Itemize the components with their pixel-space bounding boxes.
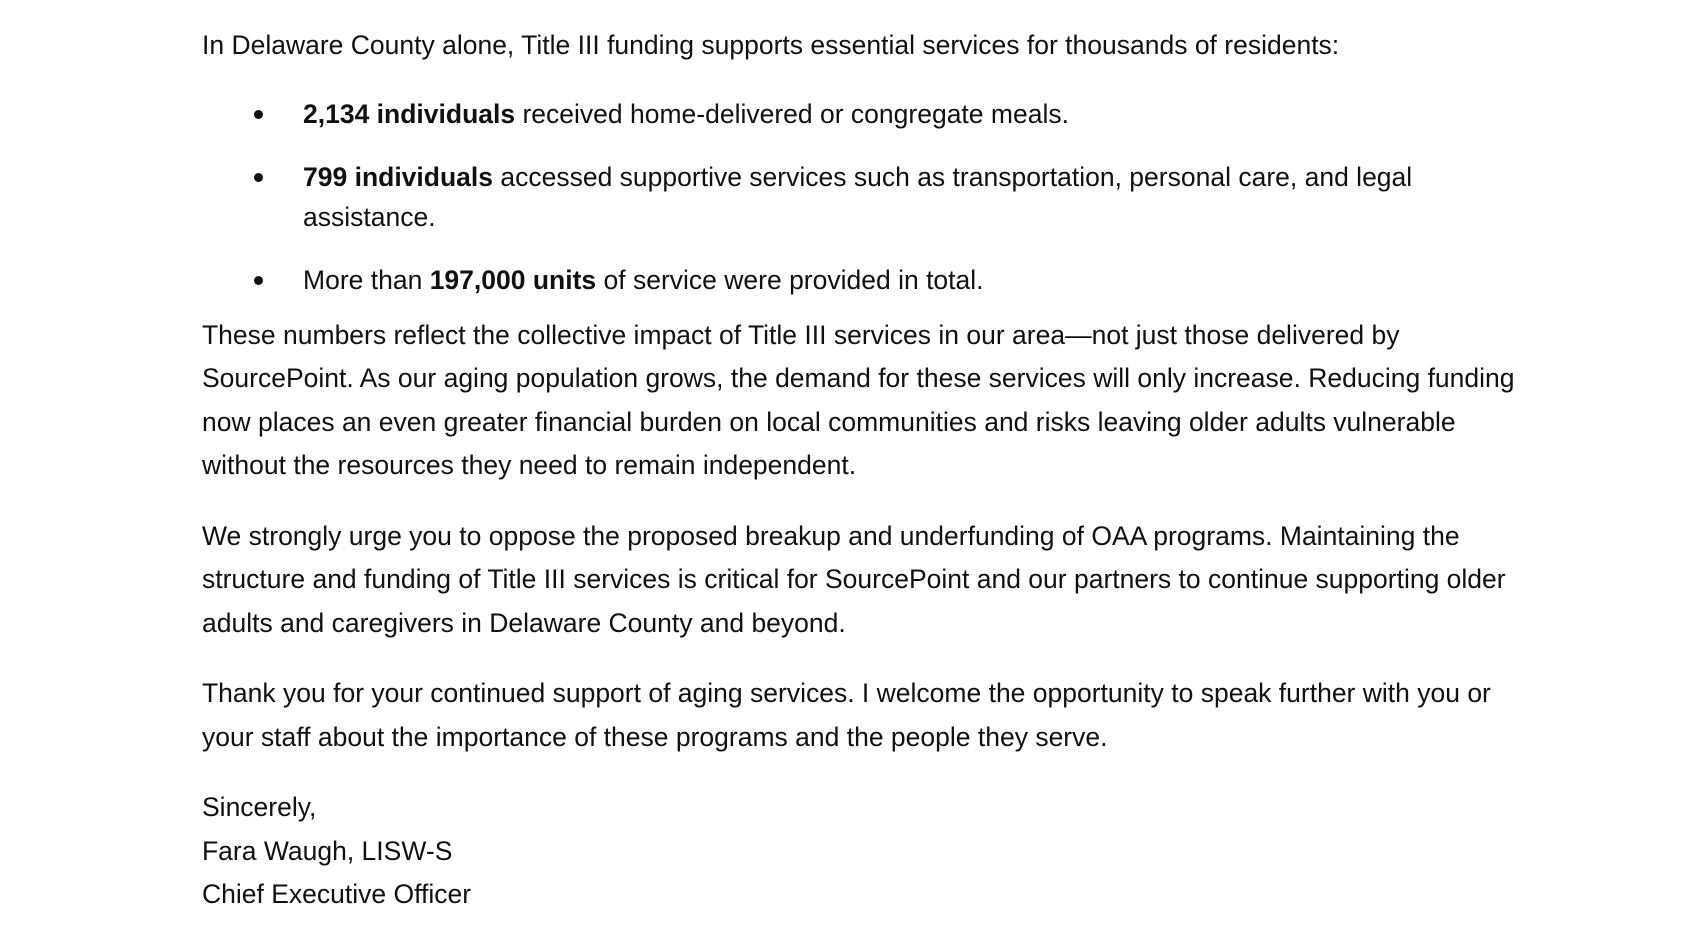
list-item bbox=[202, 94, 1542, 134]
signature-block bbox=[202, 786, 1542, 917]
impact-paragraph: These numbers reflect the collective impact of Title III services in our area—not just those delivered by SourcePoint. As our aging population grows, the demand for these services will only increase. Reducing funding now places an even greater financial burden on local communities and risks leaving older adults vulnerable without the resources they need to remain independent. bbox=[202, 319, 1515, 480]
list-item bbox=[202, 260, 1542, 300]
bullet-highlight: 2,134 individuals bbox=[303, 98, 516, 129]
list-item bbox=[202, 157, 1542, 237]
signer-title: Chief Executive Officer bbox=[202, 879, 472, 909]
bullet-icon bbox=[254, 110, 263, 119]
bullet-icon bbox=[254, 173, 263, 182]
thanks-paragraph: Thank you for your continued support of aging services. I welcome the opportunity to speak further with you or your staff about the importance of these programs and the people they serve. bbox=[202, 678, 1491, 752]
bullet-prefix: More than bbox=[303, 264, 430, 295]
bullet-highlight: 197,000 units bbox=[429, 264, 597, 295]
bullet-icon bbox=[254, 276, 263, 285]
statistics-list bbox=[202, 94, 1542, 300]
signer-name: Fara Waugh, LISW-S bbox=[202, 835, 453, 866]
letter-page bbox=[202, 24, 1542, 917]
appeal-paragraph: We strongly urge you to oppose the proposed breakup and underfunding of OAA programs. Maintaining the structure and funding of Title III services is critical for SourcePoint and our partners to continue supporting older adults and caregivers in Delaware County and beyond. bbox=[202, 520, 1506, 638]
bullet-text: accessed supportive services such as transportation, personal care, and legal assistance. bbox=[303, 161, 1413, 232]
bullet-text: received home-delivered or congregate meals. bbox=[515, 98, 1069, 129]
bullet-highlight: 799 individuals bbox=[303, 161, 493, 192]
intro-paragraph: In Delaware County alone, Title III funding supports essential services for thousands of residents: bbox=[202, 30, 1340, 60]
closing: Sincerely, bbox=[202, 792, 317, 822]
bullet-text: of service were provided in total. bbox=[596, 264, 984, 295]
